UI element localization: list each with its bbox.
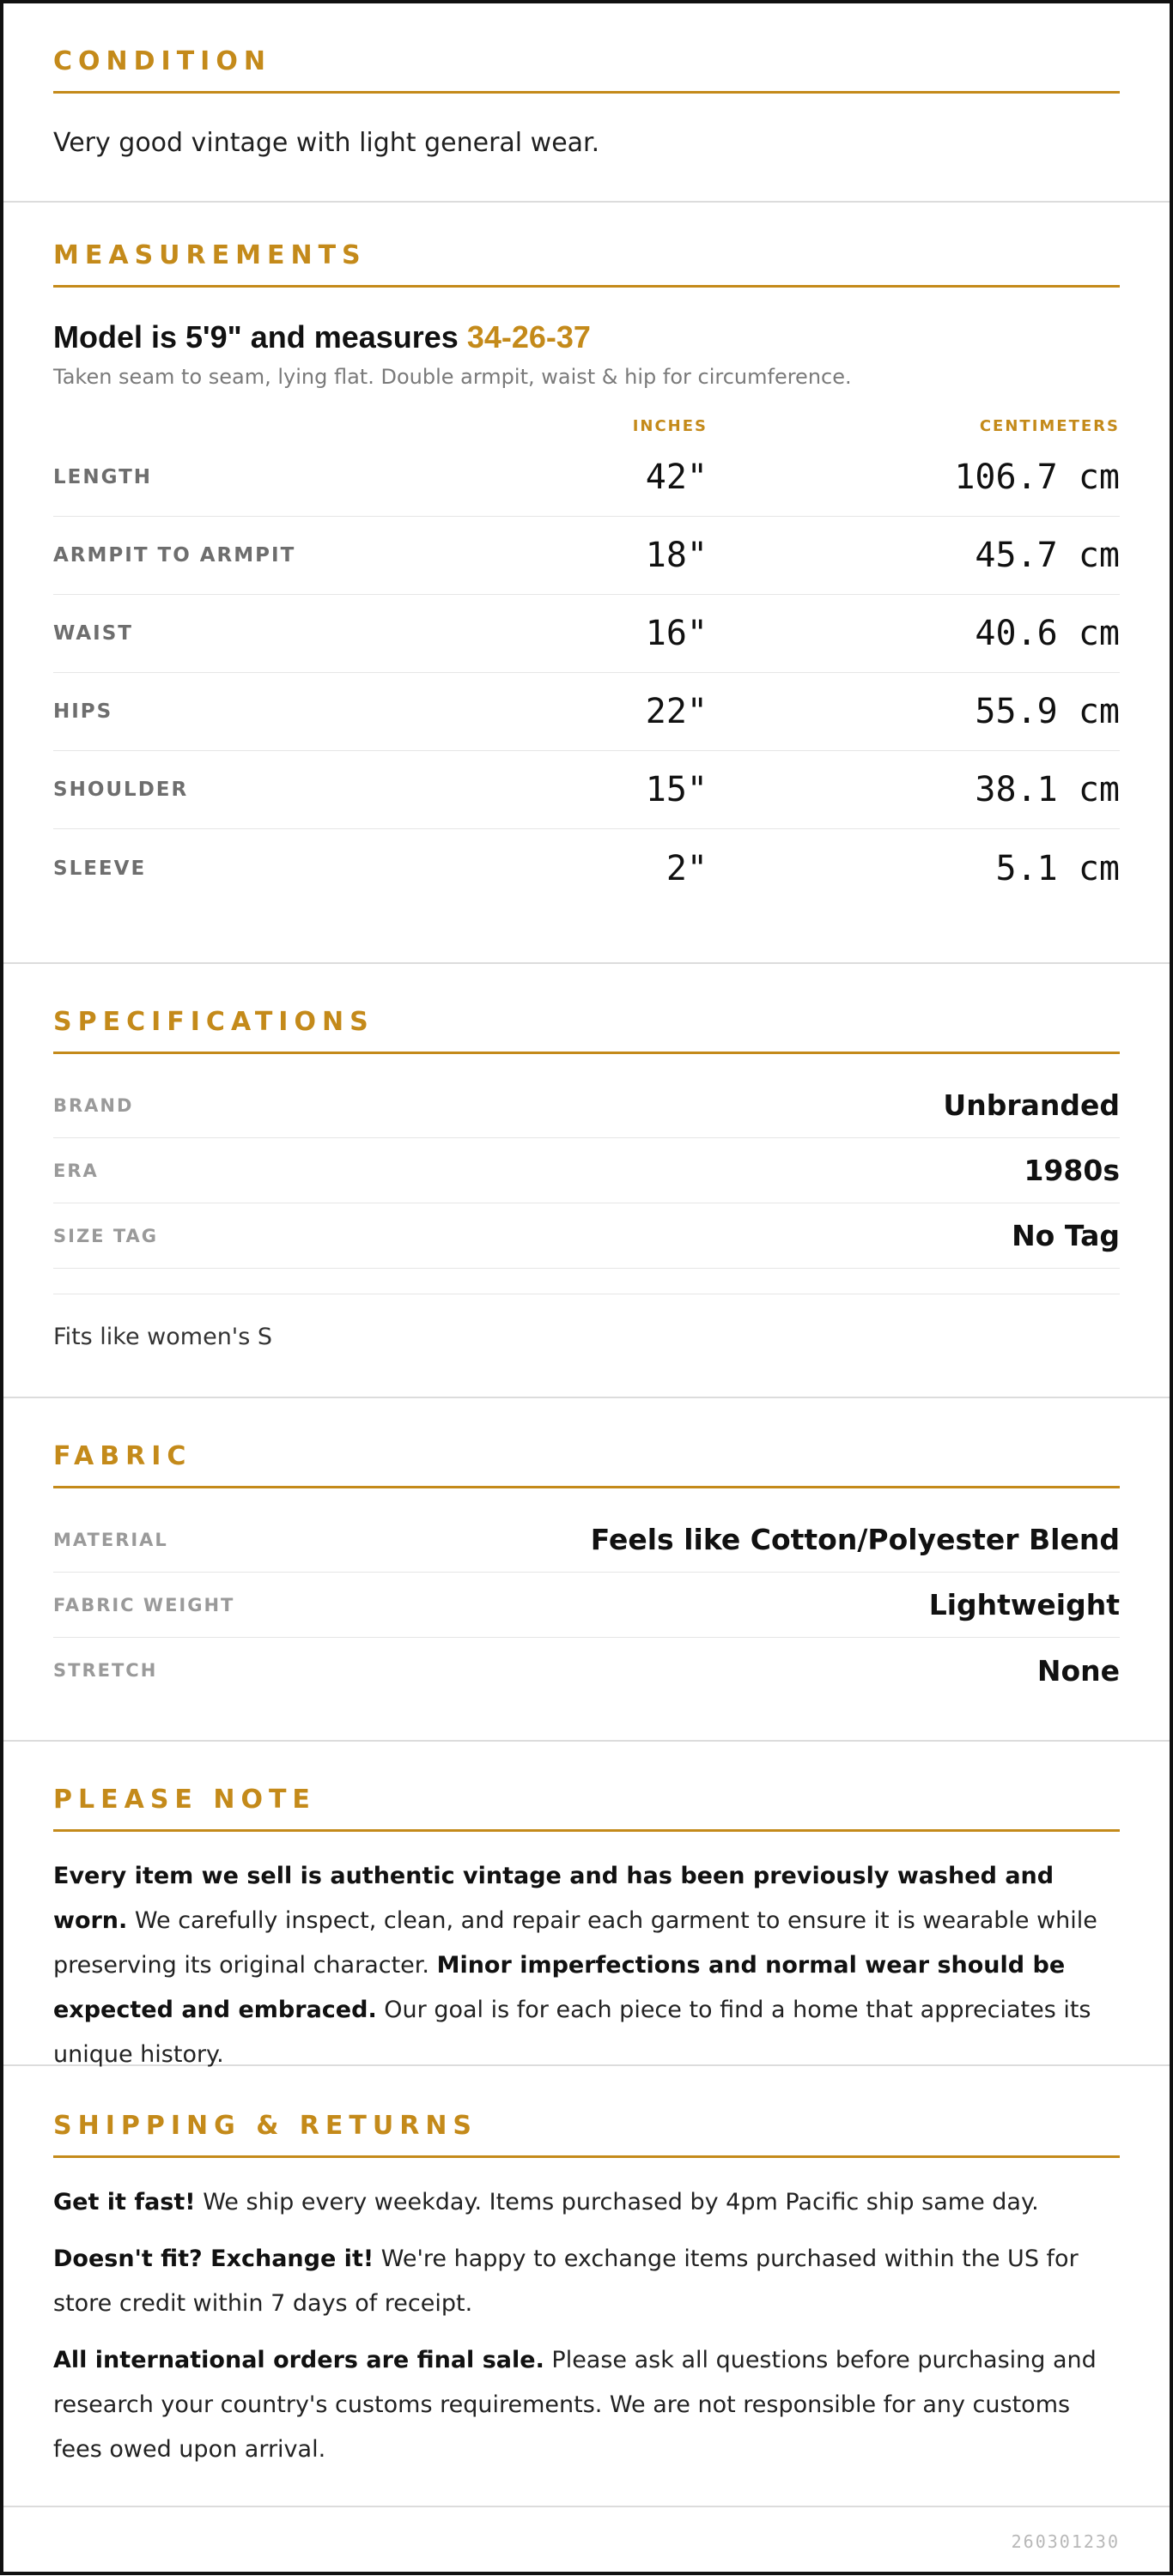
specifications-list [53, 1073, 1120, 1294]
fabric-value: Lightweight [928, 1588, 1120, 1621]
note-bold-1: Every item we sell is authentic vintage and has been previously washed and worn. [53, 1863, 1054, 1934]
measurement-cm: 5.1 cm [995, 848, 1120, 888]
international-paragraph [53, 2338, 1120, 2472]
specifications-section [3, 964, 1170, 1398]
measurement-row [53, 829, 1120, 907]
shipping-returns-section [3, 2066, 1170, 2507]
measurement-inches: 42" [645, 458, 708, 497]
measurement-inches: 22" [645, 692, 708, 731]
measurement-inches: 2" [666, 848, 708, 888]
international-text: Please ask all questions before purchasing and research your country's customs requirements. We are not responsible for any customs fees owed upon arrival. [53, 2347, 1097, 2463]
measurement-inches: 18" [645, 536, 708, 575]
measurement-inches: 16" [645, 614, 708, 653]
inches-column-header: INCHES [632, 416, 708, 435]
note-bold-2: Minor imperfections and normal wear should be expected and embraced. [53, 1952, 1066, 2023]
please-note-heading: PLEASE NOTE [53, 1785, 1120, 1832]
fabric-value: None [1036, 1653, 1120, 1688]
specifications-heading: SPECIFICATIONS [53, 1007, 1120, 1054]
model-measurements [53, 318, 1120, 356]
measurement-method-note: Taken seam to seam, lying flat. Double armpit, waist & hip for circumference. [53, 365, 852, 389]
measurement-cm: 106.7 cm [954, 458, 1120, 497]
model-measures-value: 34-26-37 [466, 319, 591, 355]
spec-value: Unbranded [943, 1088, 1120, 1122]
item-code: 260301230 [1011, 2531, 1120, 2552]
measurement-row [53, 517, 1120, 595]
fabric-key: MATERIAL [53, 1529, 168, 1550]
shipping-returns-heading: SHIPPING & RETURNS [53, 2111, 1120, 2158]
fabric-value: Feels like Cotton/Polyester Blend [590, 1523, 1120, 1556]
measurement-row [53, 673, 1120, 751]
spec-key: SIZE TAG [53, 1225, 159, 1246]
note-text-1: We carefully inspect, clean, and repair each garment to ensure it is wearable while preserving its original character. [53, 1907, 1097, 1979]
measurement-row [53, 595, 1120, 673]
model-prefix: Model is 5'9" and measures [53, 319, 467, 355]
condition-text: Very good vintage with light general wear. [53, 128, 600, 158]
fabric-row [53, 1507, 1120, 1573]
fabric-row [53, 1573, 1120, 1638]
measurement-label: HIPS [53, 700, 113, 723]
measurement-cm: 40.6 cm [975, 614, 1120, 653]
footer [3, 2507, 1170, 2576]
international-bold: All international orders are final sale. [53, 2347, 544, 2373]
measurement-label: LENGTH [53, 466, 153, 488]
shipping-bold: Get it fast! [53, 2189, 196, 2215]
shipping-paragraph [53, 2180, 1120, 2225]
exchange-paragraph [53, 2237, 1120, 2326]
condition-section [3, 3, 1170, 203]
measurement-table-header [53, 413, 1120, 439]
fabric-key: STRETCH [53, 1660, 158, 1681]
measurements-section [3, 203, 1170, 964]
centimeters-column-header: CENTIMETERS [979, 416, 1120, 435]
note-text-2: Our goal is for each piece to find a home that appreciates its unique history. [53, 1997, 1091, 2068]
fabric-heading: FABRIC [53, 1441, 1120, 1488]
measurement-inches: 15" [645, 770, 708, 809]
exchange-text: We're happy to exchange items purchased within the US for store credit within 7 days of receipt. [53, 2246, 1079, 2317]
spec-value: 1980s [1024, 1154, 1120, 1187]
measurement-row [53, 439, 1120, 517]
spec-row [53, 1138, 1120, 1203]
exchange-bold: Doesn't fit? Exchange it! [53, 2246, 374, 2272]
measurement-label: SLEEVE [53, 857, 147, 880]
fabric-key: FABRIC WEIGHT [53, 1594, 235, 1615]
measurement-label: WAIST [53, 622, 133, 645]
measurement-row [53, 751, 1120, 829]
spec-key: ERA [53, 1160, 99, 1181]
measurement-cm: 55.9 cm [975, 692, 1120, 731]
measurement-label: ARMPIT TO ARMPIT [53, 544, 296, 567]
measurement-cm: 38.1 cm [975, 770, 1120, 809]
fabric-row [53, 1638, 1120, 1703]
measurement-cm: 45.7 cm [975, 536, 1120, 575]
spec-key: BRAND [53, 1094, 134, 1116]
condition-heading: CONDITION [53, 46, 1120, 94]
fit-note: Fits like women's S [53, 1324, 273, 1350]
shipping-text: We ship every weekday. Items purchased by 4pm Pacific ship same day. [195, 2189, 1039, 2215]
fabric-list [53, 1507, 1120, 1703]
measurements-heading: MEASUREMENTS [53, 240, 1120, 288]
fabric-section [3, 1398, 1170, 1742]
spec-row [53, 1073, 1120, 1138]
please-note-text [53, 1854, 1120, 2077]
spec-row [53, 1203, 1120, 1269]
spec-divider [53, 1269, 1120, 1294]
measurement-label: SHOULDER [53, 779, 189, 801]
spec-value: No Tag [1012, 1219, 1120, 1252]
please-note-section [3, 1742, 1170, 2066]
